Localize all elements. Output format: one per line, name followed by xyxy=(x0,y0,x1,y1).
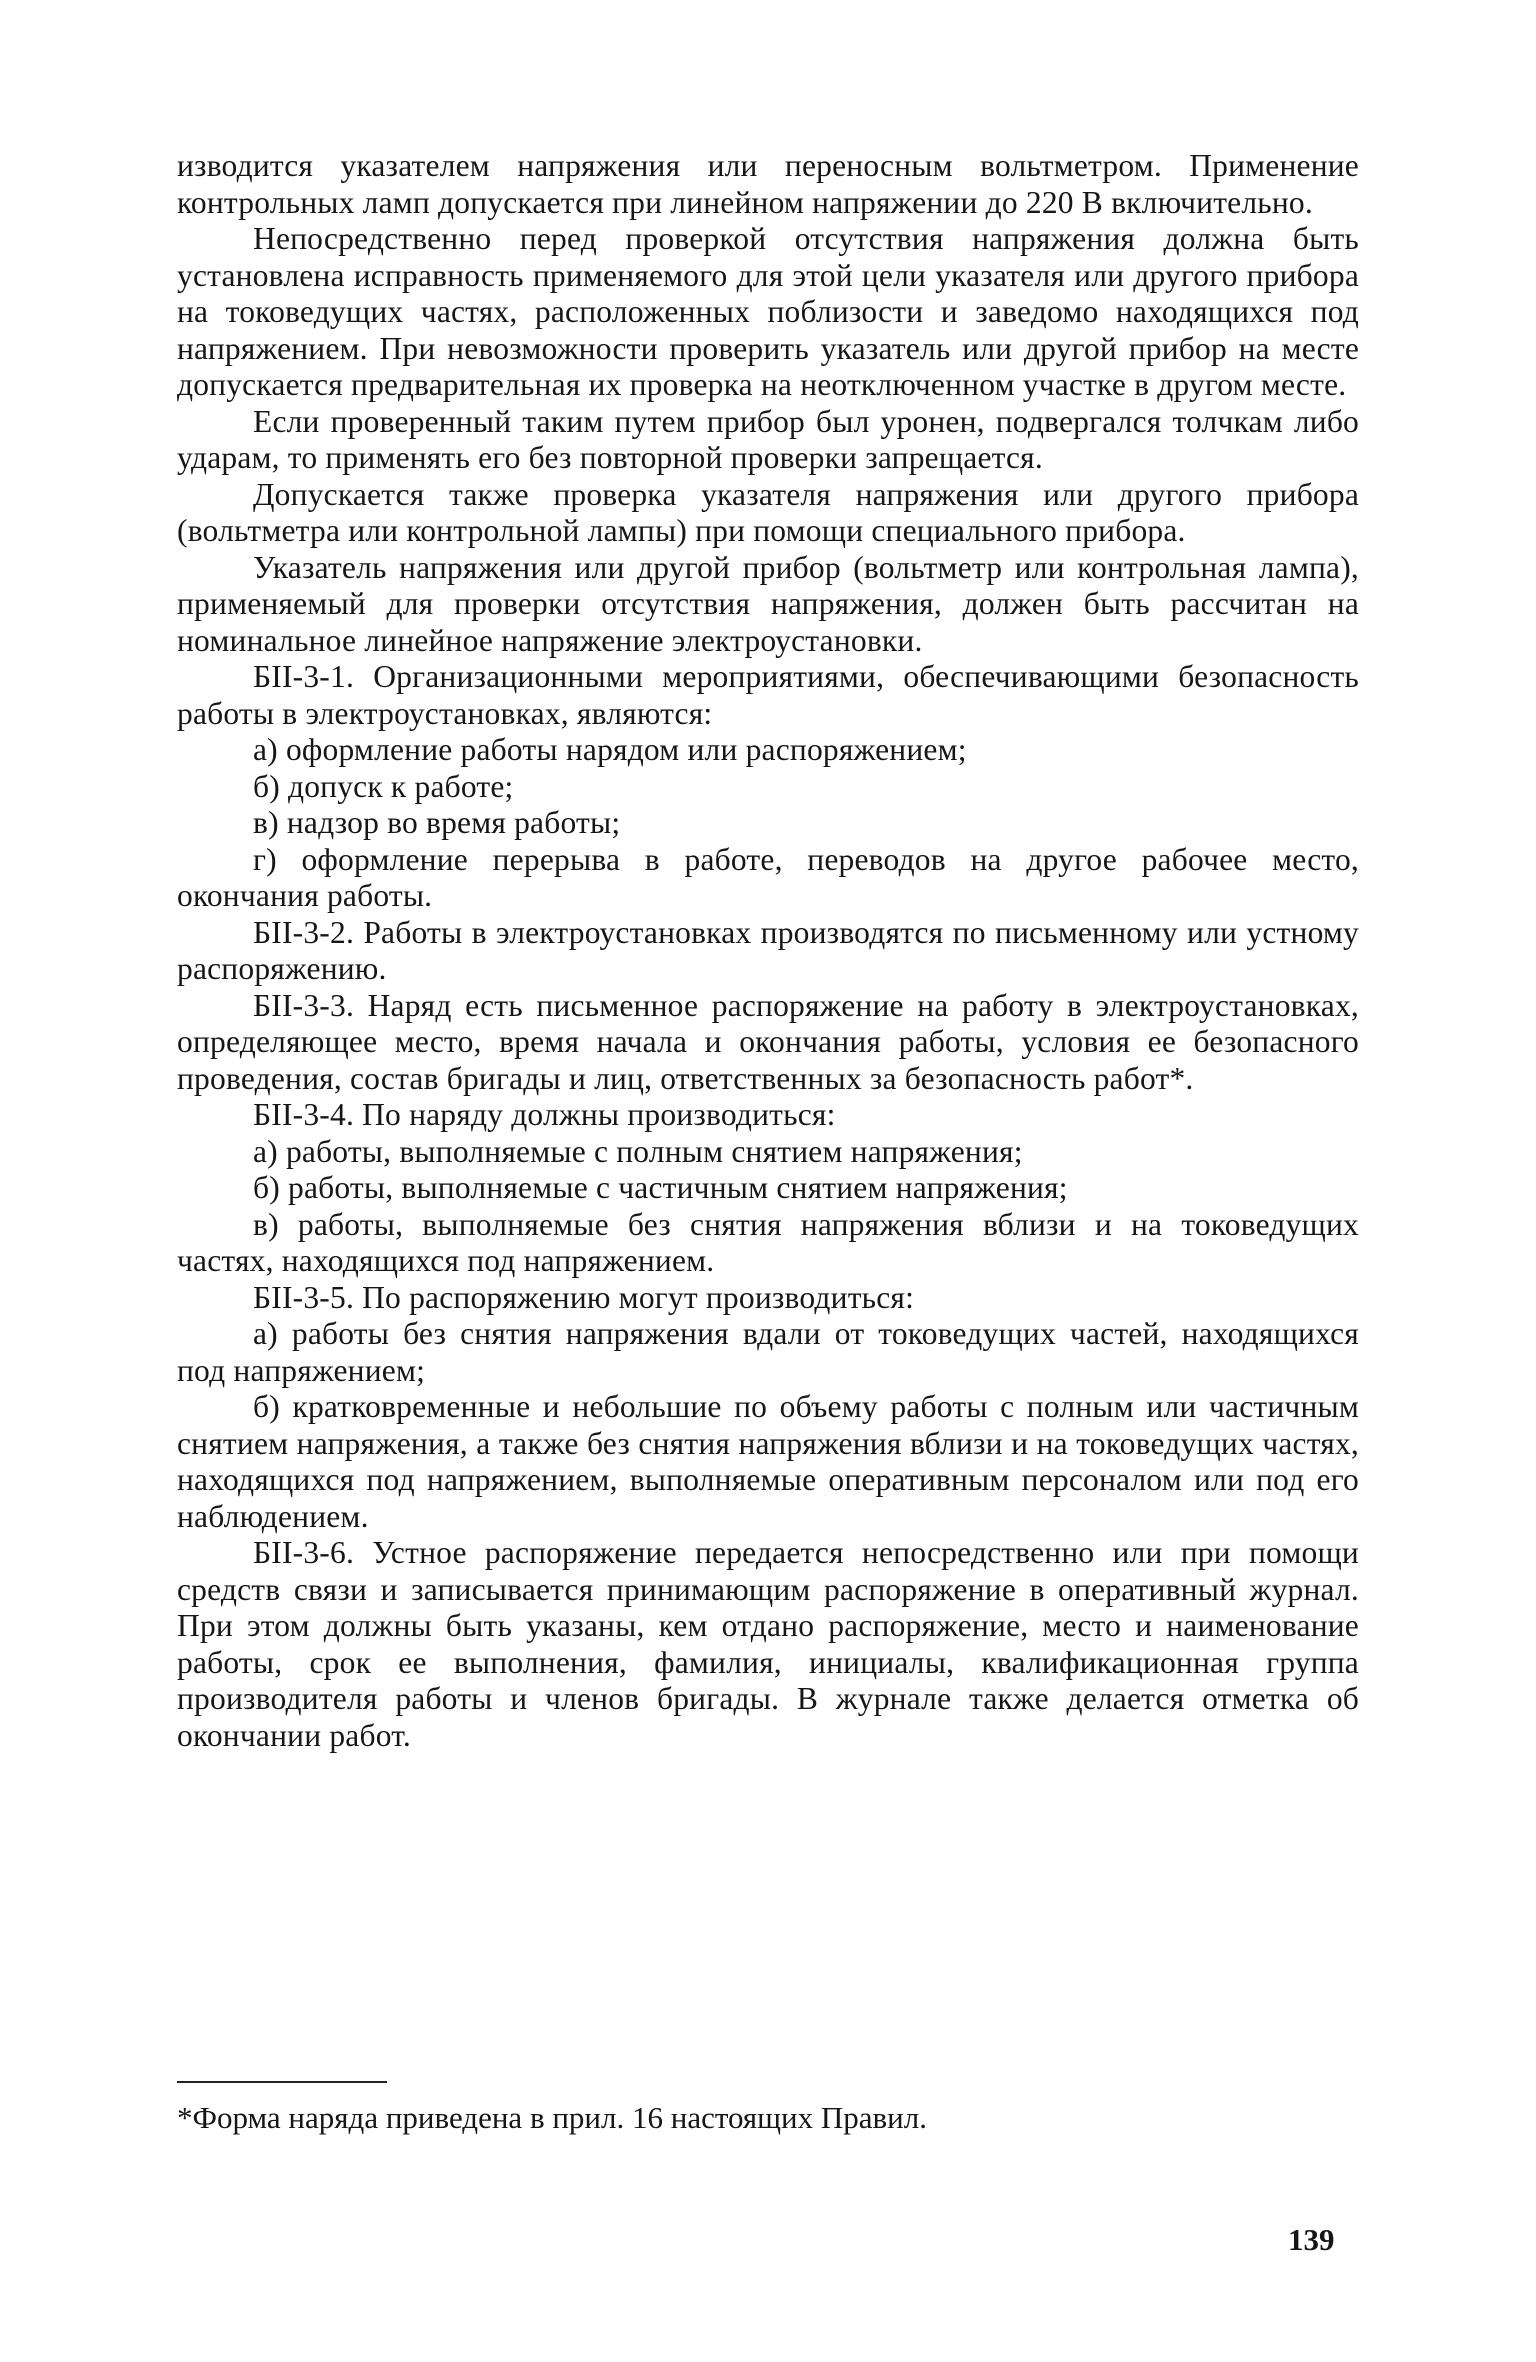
paragraph: Указатель напряжения или другой прибор (вольтметр или контрольная лампа), применяемый для проверки отсутствия напряжения, должен быть рассчитан на номинальное линейное напряжение электроустановки. xyxy=(177,549,1359,658)
list-item: г) оформление перерыва в работе, переводов на другое рабочее место, окончания работы. xyxy=(177,841,1359,913)
clause-b2-3-2: БII-3-2. Работы в электроустановках производятся по письменному или устному распоряжению. xyxy=(177,914,1359,986)
clause-b2-3-6: БII-3-6. Устное распоряжение передается непосредственно или при помощи средств связи и записывается принимающим распоряжение в оперативный журнал. При этом должны быть указаны, кем отдано распоряжение, место и наименование работы, срок ее выполнения, фамилия, инициалы, квалификационная группа производителя работы и членов бригады. В журнале также делается отметка об окончании работ. xyxy=(177,1535,1359,1753)
paragraph-continuation: изводится указателем напряжения или переносным вольтметром. Применение контрольных ламп допускается при линейном напряжении до 220 В включительно. xyxy=(177,148,1359,220)
list-item: в) работы, выполняемые без снятия напряжения вблизи и на токоведущих частях, находящихся под напряжением. xyxy=(177,1206,1359,1278)
clause-b2-3-5: БII-3-5. По распоряжению могут производиться: xyxy=(253,1279,915,1315)
footnote-divider xyxy=(177,2081,387,2083)
clause-b2-3-1: БII-3-1. Организационными мероприятиями, обеспечивающими безопасность работы в электроустановках, являются: xyxy=(177,659,1359,731)
list-item: а) работы без снятия напряжения вдали от токоведущих частей, находящихся под напряжением; xyxy=(177,1316,1359,1388)
clause-b2-3-4: БII-3-4. По наряду должны производиться: xyxy=(253,1097,836,1132)
list-item: б) кратковременные и небольшие по объему работы с полным или частичным снятием напряжения, а также без снятия напряжения вблизи и на токоведущих частях, находящихся под напряжением, выполняемые оперативным персоналом или под его наблюдением. xyxy=(177,1389,1359,1534)
paragraph: Допускается также проверка указателя напряжения или другого прибора (вольтметра или контрольной лампы) при помощи специального прибора. xyxy=(177,476,1359,548)
list-item: в) надзор во время работы; xyxy=(253,805,621,840)
clause-b2-3-3: БII-3-3. Наряд есть письменное распоряжение на работу в электроустановках, определяющее место, время начала и окончания работы, условия ее безопасного проведения, состав бригады и лиц, ответственных за безопасность работ*. xyxy=(177,987,1359,1096)
list-item: а) оформление работы нарядом или распоряжением; xyxy=(253,732,967,767)
footnote: *Форма наряда приведена в прил. 16 настоящих Правил. xyxy=(177,2100,927,2135)
list-item: б) работы, выполняемые с частичным снятием напряжения; xyxy=(253,1170,1068,1205)
paragraph: Если проверенный таким путем прибор был уронен, подвергался толчкам либо ударам, то применять его без повторной проверки запрещается. xyxy=(177,403,1359,475)
paragraph: Непосредственно перед проверкой отсутствия напряжения должна быть установлена исправность применяемого для этой цели указателя или другого прибора на токоведущих частях, расположенных поблизости и заведомо находящихся под напряжением. При невозможности проверить указатель или другой прибор на месте допускается предварительная их проверка на неотключенном участке в другом месте. xyxy=(177,221,1359,402)
page-number: 139 xyxy=(1288,2222,1335,2257)
list-item: б) допуск к работе; xyxy=(253,768,514,804)
body-text xyxy=(177,148,1359,1754)
list-item: а) работы, выполняемые с полным снятием напряжения; xyxy=(253,1133,1023,1169)
